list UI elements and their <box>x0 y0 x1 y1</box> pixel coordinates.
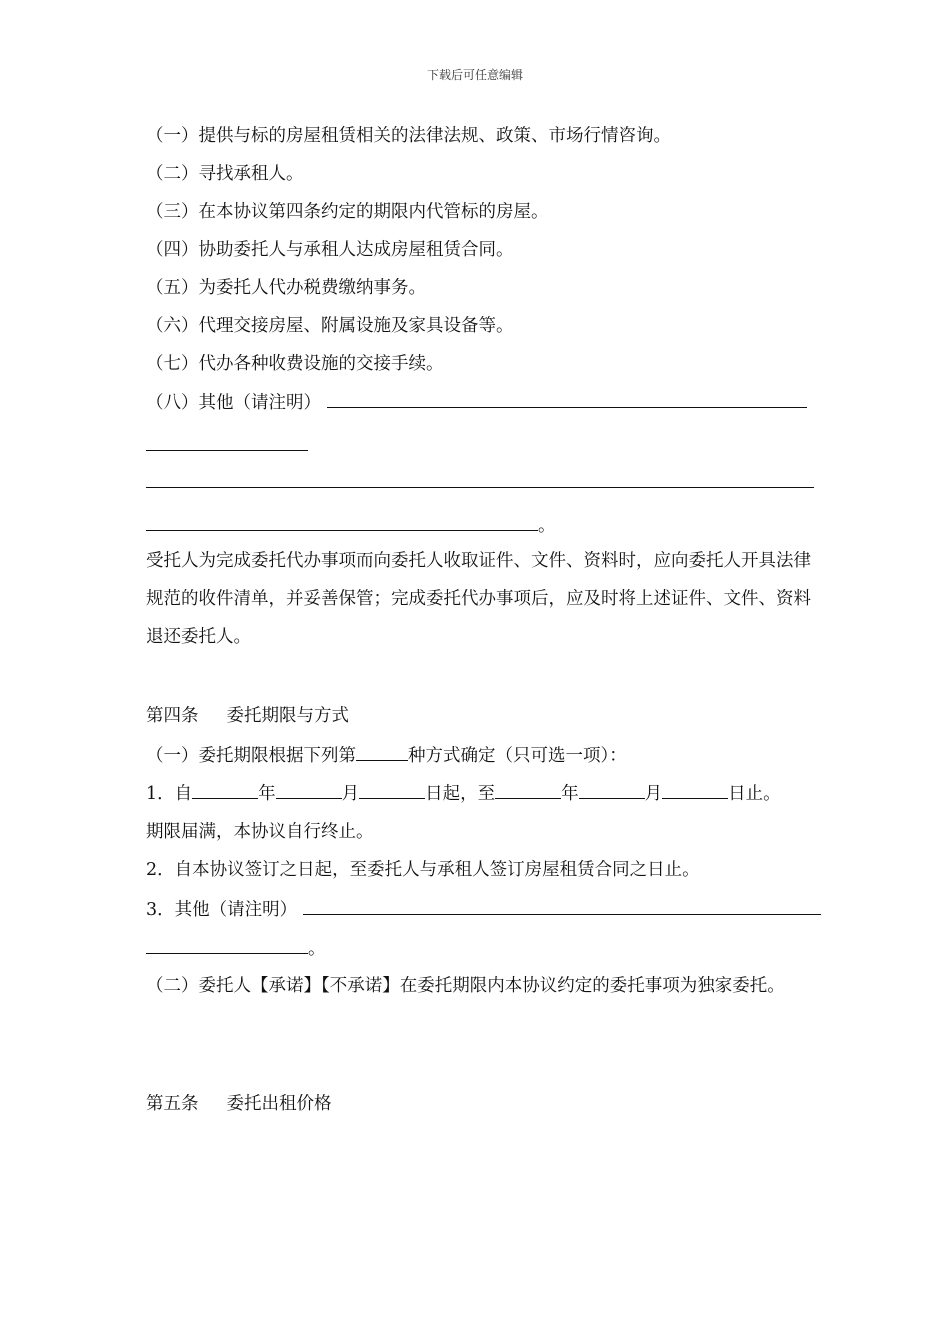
blank-line[interactable] <box>146 450 308 451</box>
end-day-blank[interactable] <box>662 780 728 799</box>
blank-line-end <box>146 512 556 538</box>
list-item: （二）寻找承租人。 <box>146 164 304 184</box>
article-4-heading <box>146 704 349 728</box>
list-item: （六）代理交接房屋、附属设施及家具设备等。 <box>146 316 514 336</box>
start-year-blank[interactable] <box>192 780 258 799</box>
list-item: （一）提供与标的房屋租赁相关的法律法规、政策、市场行情咨询。 <box>146 126 671 146</box>
period-mark: 。 <box>538 516 556 536</box>
end-year-blank[interactable] <box>495 780 561 799</box>
end-month-blank[interactable] <box>579 780 645 799</box>
page-header: 下载后可任意编辑 <box>426 68 523 82</box>
blank-line[interactable] <box>146 935 308 954</box>
blank-line-end: 。 <box>146 935 326 961</box>
list-item-other <box>146 389 807 415</box>
return-documents-paragraph: 受托人为完成委托代办事项而向委托人收取证件、文件、资料时，应向委托人开具法律规范的收件清单，并妥善保管；完成委托代办事项后，应及时将上述证件、文件、资料退还委托人。 <box>146 551 811 647</box>
other-label: （八）其他（请注明） <box>146 393 321 413</box>
list-item: （三）在本协议第四条约定的期限内代管标的房屋。 <box>146 202 549 222</box>
option-2: 2．自本协议签订之日起，至委托人与承租人签订房屋租赁合同之日止。 <box>146 860 700 880</box>
article-title: 委托期限与方式 <box>226 706 349 726</box>
article-5-heading <box>146 1092 332 1116</box>
blank-line[interactable] <box>146 487 814 488</box>
list-item: （四）协助委托人与承租人达成房屋租赁合同。 <box>146 240 514 260</box>
option-3: 3．其他（请注明） <box>146 896 821 922</box>
start-month-blank[interactable] <box>276 780 342 799</box>
list-item: （五）为委托人代办税费缴纳事务。 <box>146 278 426 298</box>
other-method-blank-line[interactable] <box>303 896 821 915</box>
blank-line[interactable] <box>146 512 538 531</box>
article-number: 第四条 <box>146 706 199 726</box>
option-1: 1．自 年 月 日起，至 年 月 日止。 <box>146 780 781 806</box>
start-day-blank[interactable] <box>359 780 425 799</box>
clause-1: （一）委托期限根据下列第 种方式确定（只可选一项）： <box>146 742 627 768</box>
article-number: 第五条 <box>146 1094 199 1114</box>
option-1-note: 期限届满，本协议自行终止。 <box>146 822 374 842</box>
other-blank-line[interactable] <box>327 389 807 408</box>
option-number-blank[interactable] <box>356 742 408 761</box>
article-title: 委托出租价格 <box>226 1094 332 1114</box>
list-item: （七）代办各种收费设施的交接手续。 <box>146 354 444 374</box>
clause-2-exclusive: （二）委托人【承诺】【不承诺】在委托期限内本协议约定的委托事项为独家委托。 <box>146 976 785 996</box>
